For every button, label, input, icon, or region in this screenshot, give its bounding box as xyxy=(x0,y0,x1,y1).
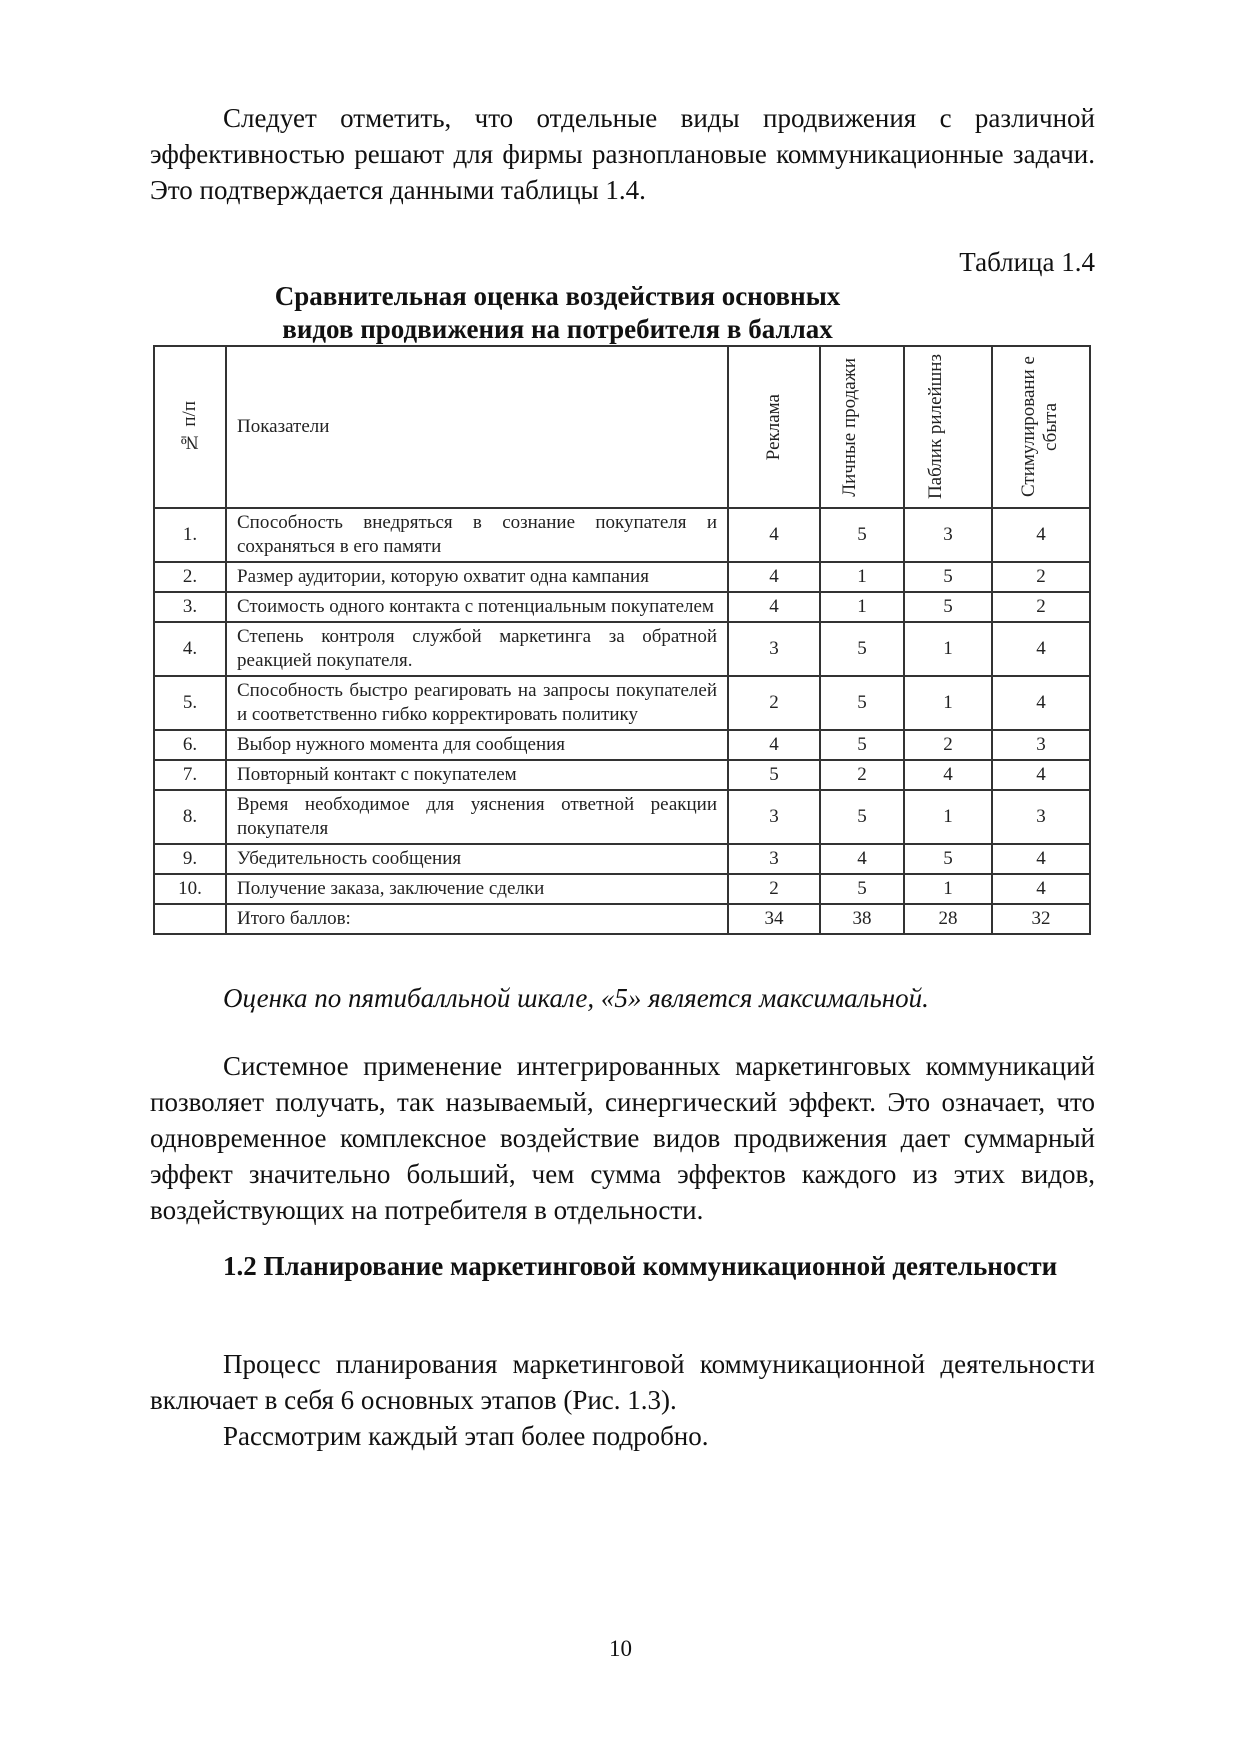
row-number: 6. xyxy=(154,730,226,760)
row-indicator: Время необходимое для уяснения ответной реакции покупателя xyxy=(226,790,728,844)
row-indicator: Получение заказа, заключение сделки xyxy=(226,874,728,904)
row-score: 5 xyxy=(820,508,904,562)
row-score: 3 xyxy=(728,790,820,844)
row-score: 4 xyxy=(728,508,820,562)
header-num: № п/п xyxy=(154,346,226,508)
row-score: 5 xyxy=(820,622,904,676)
row-indicator: Убедительность сообщения xyxy=(226,844,728,874)
row-score: 2 xyxy=(904,730,992,760)
total-score: 28 xyxy=(904,904,992,934)
header-indicators: Показатели xyxy=(226,346,728,508)
table-title xyxy=(150,280,1095,346)
paragraph-planning: Процесс планирования маркетинговой коммуникационной деятельности включает в себя 6 основных этапов (Рис. 1.3). xyxy=(150,1349,1095,1415)
header-sales-promotion: Стимулировани е сбыта xyxy=(992,346,1090,508)
page-number: 10 xyxy=(609,1636,632,1661)
total-score: 38 xyxy=(820,904,904,934)
row-score: 3 xyxy=(904,508,992,562)
row-indicator: Выбор нужного момента для сообщения xyxy=(226,730,728,760)
row-score: 1 xyxy=(820,592,904,622)
row-score: 4 xyxy=(992,508,1090,562)
row-score: 3 xyxy=(728,622,820,676)
row-score: 5 xyxy=(904,562,992,592)
row-score: 4 xyxy=(728,592,820,622)
table-title-line-2: видов продвижения на потребителя в баллах xyxy=(282,314,833,344)
table-row xyxy=(154,622,1090,676)
total-score: 34 xyxy=(728,904,820,934)
row-number: 7. xyxy=(154,760,226,790)
row-score: 4 xyxy=(728,730,820,760)
row-score: 4 xyxy=(820,844,904,874)
row-number: 3. xyxy=(154,592,226,622)
row-score: 2 xyxy=(820,760,904,790)
total-label: Итого баллов: xyxy=(226,904,728,934)
table-row xyxy=(154,592,1090,622)
header-public-relations: Паблик рилейшнз xyxy=(904,346,992,508)
row-number: 10. xyxy=(154,874,226,904)
row-score: 4 xyxy=(992,874,1090,904)
row-score: 4 xyxy=(728,562,820,592)
row-score: 2 xyxy=(992,592,1090,622)
row-score: 1 xyxy=(904,874,992,904)
comparison-table xyxy=(153,345,1091,935)
table-row xyxy=(154,874,1090,904)
table-row xyxy=(154,676,1090,730)
row-indicator: Размер аудитории, которую охватит одна кампания xyxy=(226,562,728,592)
section-heading: 1.2 Планирование маркетинговой коммуникационной деятельности xyxy=(223,1251,1058,1281)
table-body xyxy=(154,508,1090,934)
row-score: 5 xyxy=(820,874,904,904)
header-personal-sales: Личные продажи xyxy=(820,346,904,508)
row-score: 2 xyxy=(728,874,820,904)
row-score: 1 xyxy=(904,790,992,844)
row-score: 5 xyxy=(904,844,992,874)
row-indicator: Повторный контакт с покупателем xyxy=(226,760,728,790)
table-header-row xyxy=(154,346,1090,508)
total-score: 32 xyxy=(992,904,1090,934)
table-total-row xyxy=(154,904,1090,934)
row-score: 4 xyxy=(992,760,1090,790)
table-label: Таблица 1.4 xyxy=(959,247,1095,277)
table-note: Оценка по пятибалльной шкале, «5» является максимальной. xyxy=(223,983,929,1013)
table-row xyxy=(154,508,1090,562)
table-row xyxy=(154,730,1090,760)
row-score: 1 xyxy=(904,622,992,676)
paragraph-synergy: Системное применение интегрированных маркетинговых коммуникаций позволяет получать, так называемый, синергический эффект. Это означает, что одновременное комплексное воздействие видов продвижения дает суммарный эффект значительно больший, чем сумма эффектов каждого из этих видов, воздействующих на потребителя в отдельности. xyxy=(150,1051,1095,1225)
row-score: 2 xyxy=(992,562,1090,592)
intro-paragraph: Следует отметить, что отдельные виды продвижения с различной эффективностью решают для фирмы разноплановые коммуникационные задачи. Это подтверждается данными таблицы 1.4. xyxy=(150,103,1095,205)
row-indicator: Степень контроля службой маркетинга за обратной реакцией покупателя. xyxy=(226,622,728,676)
table-row xyxy=(154,760,1090,790)
row-number: 1. xyxy=(154,508,226,562)
row-indicator: Способность быстро реагировать на запросы покупателей и соответственно гибко корректировать политику xyxy=(226,676,728,730)
row-number: 9. xyxy=(154,844,226,874)
row-score: 4 xyxy=(992,676,1090,730)
row-score: 5 xyxy=(820,730,904,760)
table-row xyxy=(154,562,1090,592)
row-score: 1 xyxy=(820,562,904,592)
table-row xyxy=(154,844,1090,874)
row-score: 2 xyxy=(728,676,820,730)
row-score: 1 xyxy=(904,676,992,730)
row-score: 5 xyxy=(820,790,904,844)
row-score: 3 xyxy=(728,844,820,874)
row-indicator: Стоимость одного контакта с потенциальным покупателем xyxy=(226,592,728,622)
row-score: 5 xyxy=(820,676,904,730)
row-number: 4. xyxy=(154,622,226,676)
row-number: 2. xyxy=(154,562,226,592)
row-score: 4 xyxy=(992,622,1090,676)
row-indicator: Способность внедряться в сознание покупателя и сохраняться в его памяти xyxy=(226,508,728,562)
table-title-line-1: Сравнительная оценка воздействия основных xyxy=(274,281,841,311)
row-score: 3 xyxy=(992,730,1090,760)
row-score: 4 xyxy=(992,844,1090,874)
total-empty-cell xyxy=(154,904,226,934)
row-score: 4 xyxy=(904,760,992,790)
row-number: 5. xyxy=(154,676,226,730)
paragraph-consider: Рассмотрим каждый этап более подробно. xyxy=(223,1421,709,1451)
header-advertising: Реклама xyxy=(728,346,820,508)
row-score: 5 xyxy=(728,760,820,790)
table-row xyxy=(154,790,1090,844)
row-score: 3 xyxy=(992,790,1090,844)
row-number: 8. xyxy=(154,790,226,844)
row-score: 5 xyxy=(904,592,992,622)
